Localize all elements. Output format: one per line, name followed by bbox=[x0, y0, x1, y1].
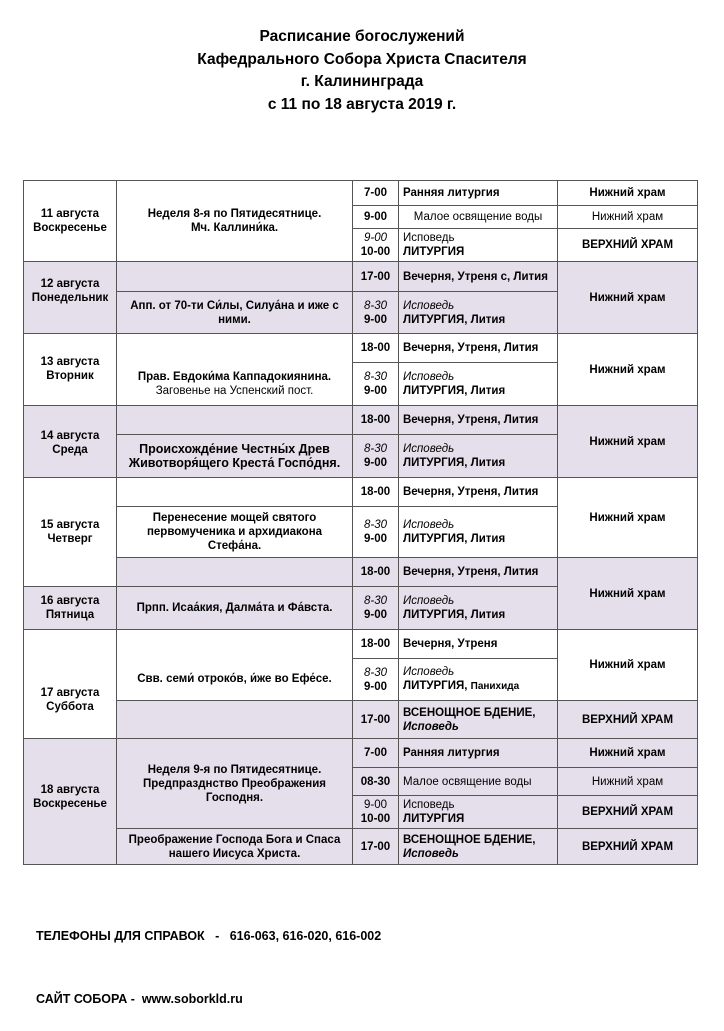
place-cell: Нижний храм bbox=[558, 739, 698, 768]
feast-cell: Неделя 9-я по Пятидесятнице. Предпразднство Преображения Господня. bbox=[117, 739, 353, 829]
service-cell: Исповедь ЛИТУРГИЯ bbox=[399, 229, 558, 262]
place-cell: Нижний храм bbox=[558, 558, 698, 630]
service-cell: Вечерня, Утреня, Лития bbox=[399, 334, 558, 363]
place-cell: ВЕРХНИЙ ХРАМ bbox=[558, 829, 698, 865]
feast-cell: Прпп. Исаа́кия, Далма́та и Фа́вста. bbox=[117, 587, 353, 630]
place-cell: Нижний храм bbox=[558, 406, 698, 478]
page-title bbox=[0, 26, 724, 116]
service-cell: Вечерня, Утреня, Лития bbox=[399, 406, 558, 435]
day-cell: 14 августа Среда bbox=[24, 406, 117, 478]
service-cell: Исповедь ЛИТУРГИЯ, Панихида bbox=[399, 659, 558, 701]
feast-cell: Перенесение мощей святого первомученика и архидиакона Стефа́на. bbox=[117, 507, 353, 558]
service-cell: Вечерня, Утреня с, Лития bbox=[399, 262, 558, 292]
time-cell: 8-30 9-00 bbox=[353, 292, 399, 334]
empty-cell bbox=[117, 630, 353, 659]
time-cell: 08-30 bbox=[353, 768, 399, 796]
table-row bbox=[24, 181, 698, 206]
feast-cell: Прав. Евдоки́ма Каппадокиянина. Заговенье на Успенский пост. bbox=[117, 363, 353, 406]
day-cell: 18 августа Воскресенье bbox=[24, 739, 117, 865]
service-cell: Исповедь ЛИТУРГИЯ, Лития bbox=[399, 292, 558, 334]
service-cell: ВСЕНОЩНОЕ БДЕНИЕ, Исповедь bbox=[399, 829, 558, 865]
table-row bbox=[24, 334, 698, 363]
empty-cell bbox=[117, 262, 353, 292]
time-cell: 9-00 10-00 bbox=[353, 229, 399, 262]
service-cell: Исповедь ЛИТУРГИЯ bbox=[399, 796, 558, 829]
service-cell: ВСЕНОЩНОЕ БДЕНИЕ, Исповедь bbox=[399, 701, 558, 739]
time-cell: 8-30 9-00 bbox=[353, 435, 399, 478]
day-cell: 13 августа Вторник bbox=[24, 334, 117, 406]
title-line-3: г. Калининграда bbox=[300, 73, 424, 90]
place-cell: ВЕРХНИЙ ХРАМ bbox=[558, 796, 698, 829]
time-cell: 17-00 bbox=[353, 262, 399, 292]
service-cell: Ранняя литургия bbox=[399, 181, 558, 206]
place-cell: ВЕРХНИЙ ХРАМ bbox=[558, 701, 698, 739]
table-row bbox=[24, 630, 698, 659]
feast-cell: Происхожде́ние Честны́х Древ Животворя́щего Креста́ Госпо́дня. bbox=[117, 435, 353, 478]
time-cell: 8-30 9-00 bbox=[353, 587, 399, 630]
table-row bbox=[24, 262, 698, 292]
service-cell: Малое освящение воды bbox=[399, 206, 558, 229]
footer bbox=[36, 884, 381, 1031]
place-cell: Нижний храм bbox=[558, 334, 698, 406]
empty-cell bbox=[117, 701, 353, 739]
place-cell: Нижний храм bbox=[558, 262, 698, 334]
table-row bbox=[24, 406, 698, 435]
title-line-4: с 11 по 18 августа 2019 г. bbox=[267, 95, 457, 113]
time-cell: 17-00 bbox=[353, 829, 399, 865]
time-cell: 8-30 9-00 bbox=[353, 507, 399, 558]
time-cell: 17-00 bbox=[353, 701, 399, 739]
schedule-table bbox=[23, 180, 698, 865]
time-cell: 9-00 10-00 bbox=[353, 796, 399, 829]
place-cell: Нижний храм bbox=[558, 206, 698, 229]
empty-cell bbox=[117, 406, 353, 435]
empty-cell bbox=[117, 558, 353, 587]
day-cell: 16 августа Пятница bbox=[24, 587, 117, 630]
time-cell: 18-00 bbox=[353, 630, 399, 659]
day-cell: 17 августа Суббота bbox=[24, 630, 117, 739]
service-cell: Ранняя литургия bbox=[399, 739, 558, 768]
place-cell: Нижний храм bbox=[558, 768, 698, 796]
table-row bbox=[24, 829, 698, 865]
feast-cell: Преображение Господа Бога и Спаса нашего Иисуса Христа. bbox=[117, 829, 353, 865]
day-cell: 11 августа Воскресенье bbox=[24, 181, 117, 262]
feast-cell: Апп. от 70-ти Си́лы, Силуа́на и иже с ними. bbox=[117, 292, 353, 334]
time-cell: 9-00 bbox=[353, 206, 399, 229]
day-cell: 12 августа Понедельник bbox=[24, 262, 117, 334]
time-cell: 18-00 bbox=[353, 558, 399, 587]
place-cell: ВЕРХНИЙ ХРАМ bbox=[558, 229, 698, 262]
service-cell: Малое освящение воды bbox=[399, 768, 558, 796]
time-cell: 18-00 bbox=[353, 334, 399, 363]
service-cell: Исповедь ЛИТУРГИЯ, Лития bbox=[399, 507, 558, 558]
day-cell: 15 августа Четверг bbox=[24, 478, 117, 587]
feast-cell: Свв. семи́ отроко́в, и́же во Ефе́се. bbox=[117, 659, 353, 701]
place-cell: Нижний храм bbox=[558, 478, 698, 558]
feast-cell: Неделя 8-я по Пятидесятнице. Мч. Каллини́ка. bbox=[117, 181, 353, 262]
time-cell: 7-00 bbox=[353, 181, 399, 206]
service-cell: Вечерня, Утреня, Лития bbox=[399, 478, 558, 507]
time-cell: 8-30 9-00 bbox=[353, 659, 399, 701]
footer-site: САЙТ СОБОРА - www.soborkld.ru bbox=[36, 992, 243, 1006]
place-cell: Нижний храм bbox=[558, 181, 698, 206]
empty-cell bbox=[117, 478, 353, 507]
time-cell: 7-00 bbox=[353, 739, 399, 768]
footer-phones: ТЕЛЕФОНЫ ДЛЯ СПРАВОК - 616-063, 616-020, 616-002 bbox=[36, 929, 382, 943]
title-line-1: Расписание богослужений bbox=[259, 28, 465, 45]
title-line-2: Кафедрального Собора Христа Спасителя bbox=[197, 50, 527, 68]
service-cell: Вечерня, Утреня bbox=[399, 630, 558, 659]
time-cell: 8-30 9-00 bbox=[353, 363, 399, 406]
table-row bbox=[24, 558, 698, 587]
place-cell: Нижний храм bbox=[558, 630, 698, 701]
time-cell: 18-00 bbox=[353, 406, 399, 435]
table-row bbox=[24, 701, 698, 739]
service-cell: Исповедь ЛИТУРГИЯ, Лития bbox=[399, 363, 558, 406]
table-row bbox=[24, 478, 698, 507]
service-cell: Вечерня, Утреня, Лития bbox=[399, 558, 558, 587]
time-cell: 18-00 bbox=[353, 478, 399, 507]
empty-cell bbox=[117, 334, 353, 363]
service-cell: Исповедь ЛИТУРГИЯ, Лития bbox=[399, 587, 558, 630]
service-cell: Исповедь ЛИТУРГИЯ, Лития bbox=[399, 435, 558, 478]
table-row bbox=[24, 739, 698, 768]
